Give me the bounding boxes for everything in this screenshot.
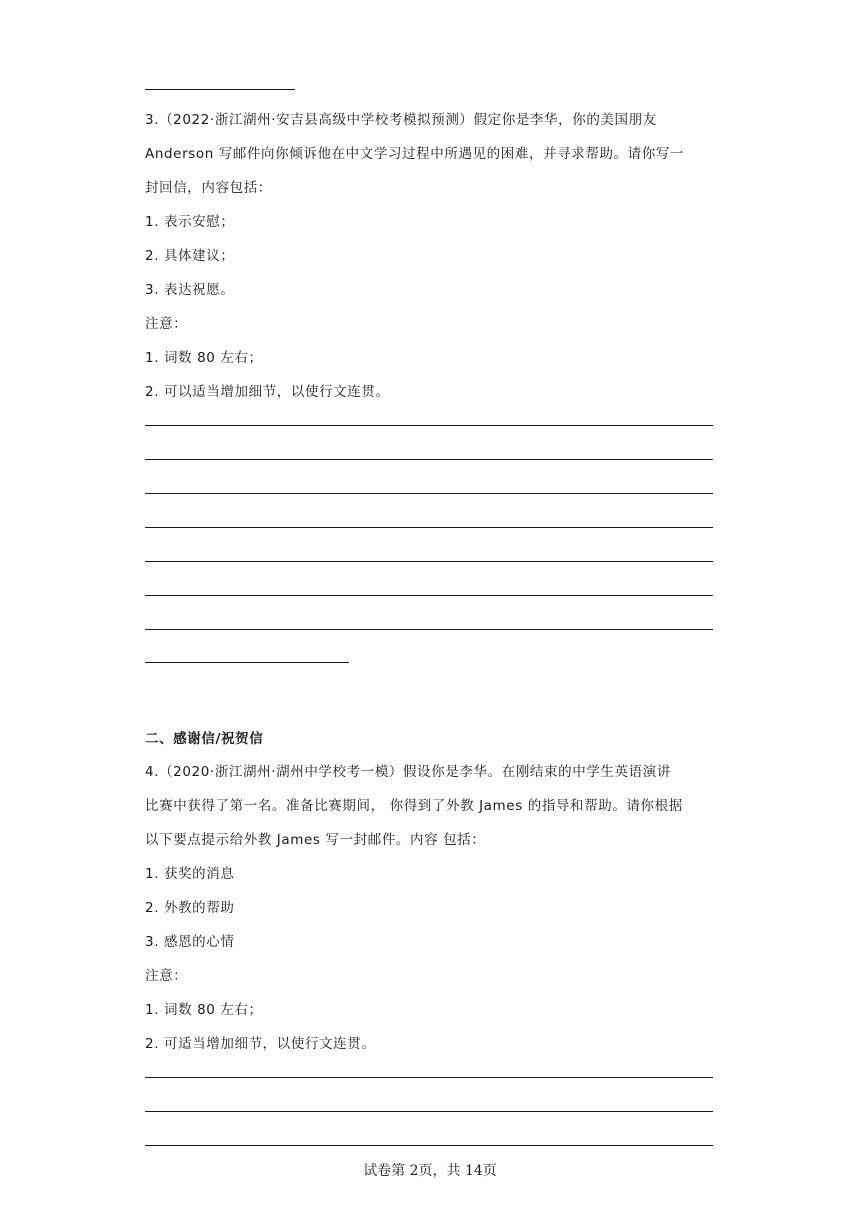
q3-prompt-line-2: Anderson 写邮件向你倾诉他在中文学习过程中所遇见的困难，并寻求帮助。请你写一 [145, 146, 685, 162]
section-heading: 二、感谢信/祝贺信 [145, 731, 264, 747]
q4-note-1: 1. 词数 80 左右； [145, 1002, 263, 1018]
answer-line-short[interactable] [145, 662, 349, 663]
q4-item-1: 1. 获奖的消息 [145, 866, 235, 882]
q3-note-2: 2. 可以适当增加细节，以使行文连贯。 [145, 384, 390, 400]
answer-line[interactable] [145, 629, 713, 630]
answer-line[interactable] [145, 1145, 713, 1146]
answer-line[interactable] [145, 425, 713, 426]
q4-note-2: 2. 可适当增加细节，以使行文连贯。 [145, 1036, 376, 1052]
answer-line[interactable] [145, 595, 713, 596]
q4-item-3: 3. 感恩的心情 [145, 934, 235, 950]
answer-line[interactable] [145, 1077, 713, 1078]
q4-prompt-line-3: 以下要点提示给外教 James 写一封邮件。内容 包括： [145, 832, 486, 848]
answer-line[interactable] [145, 561, 713, 562]
answer-line[interactable] [145, 459, 713, 460]
q4-note-label: 注意： [145, 968, 188, 984]
page-footer: 试卷第 2页，共 14页 [363, 1163, 497, 1179]
q3-prompt-line-1: 3.（2022·浙江湖州·安吉县高级中学校考模拟预测）假定你是李华，你的美国朋友 [145, 112, 657, 128]
q3-item-2: 2. 具体建议； [145, 248, 235, 264]
q4-item-2: 2. 外教的帮助 [145, 900, 235, 916]
q4-prompt-line-1: 4.（2020·浙江湖州·湖州中学校考一模）假设你是李华。在刚结束的中学生英语演讲 [145, 764, 671, 780]
q3-note-label: 注意： [145, 316, 188, 332]
answer-line-short [145, 89, 295, 90]
q3-prompt-line-3: 封回信，内容包括： [145, 180, 272, 196]
q3-item-3: 3. 表达祝愿。 [145, 282, 235, 298]
q3-note-1: 1. 词数 80 左右； [145, 350, 263, 366]
q3-item-1: 1. 表示安慰； [145, 214, 235, 230]
answer-line[interactable] [145, 527, 713, 528]
answer-line[interactable] [145, 1111, 713, 1112]
q4-prompt-line-2: 比赛中获得了第一名。准备比赛期间， 你得到了外教 James 的指导和帮助。请你根据 [145, 798, 683, 814]
answer-line[interactable] [145, 493, 713, 494]
